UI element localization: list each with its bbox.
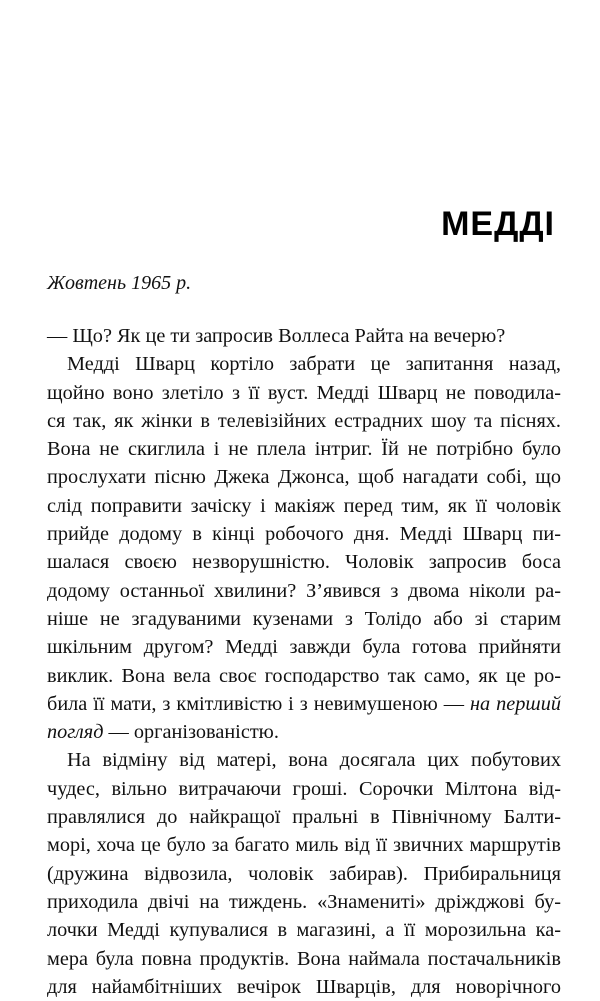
text-line-mixed: [47, 718, 561, 746]
text-line: щойно воно злетіло з її вуст. Медді Шварц не поводила-: [47, 381, 561, 404]
text-line: мера була повна продуктів. Вона наймала постачальників: [47, 947, 561, 970]
body-text: [47, 322, 561, 1001]
text-line: чудес, вільно витрачаючи гроші. Сорочки Мілтона від-: [47, 777, 561, 800]
text-line: лочки Медді купувалися в магазині, а її морозильна ка-: [47, 919, 561, 942]
text-line: додому останньої хвилини? З’явився з двома ніколи ра-: [47, 579, 561, 602]
text-line: для найамбітніших вечірок Шварців, для новорічного: [47, 975, 561, 998]
text-line: приходила двічі на тиждень. «Знамениті» дріжджові бу-: [47, 890, 561, 913]
text-line: слід поправити зачіску і макіяж перед тим, як її чоловік: [47, 494, 561, 517]
text-line: ся так, як жінки в телевізійних естрадних шоу та піснях.: [47, 409, 561, 432]
chapter-title: МЕДДІ: [441, 205, 555, 243]
text-line: ніше не згадуваними кузенами з Толідо або зі старим: [47, 607, 561, 630]
text-run: — організованістю.: [108, 721, 279, 744]
italic-text-run: погляд: [47, 721, 104, 744]
text-line: шалася своєю незворушністю. Чоловік запросив боса: [47, 551, 561, 574]
text-line: На відміну від матері, вона досягала цих побутових: [67, 749, 561, 772]
text-line: Медді Шварц кортіло забрати це запитання назад,: [67, 353, 561, 376]
chapter-dateline: Жовтень 1965 р.: [47, 272, 192, 294]
text-run: била її мати, з кмітливістю і з невимушеною —: [47, 692, 464, 715]
text-line: прослухати пісню Джека Джонса, щоб нагадати собі, що: [47, 466, 561, 489]
text-line: виклик. Вона вела своє господарство так само, як це ро-: [47, 664, 561, 687]
italic-text-run: на перший: [469, 692, 561, 715]
text-line: морі, хоча це було за багато миль від її звичних маршрутів: [47, 834, 561, 857]
text-line: прийде додому в кінці робочого дня. Медді Шварц пи-: [47, 523, 561, 546]
text-line: — Що? Як це ти запросив Воллеса Райта на вечерю?: [47, 325, 506, 347]
text-line: Вона не скиглила і не плела інтриг. Їй не потрібно було: [47, 438, 561, 461]
text-line-mixed: [47, 690, 561, 718]
text-line: шкільним другом? Медді завжди була готова прийняти: [47, 636, 561, 659]
text-line: (дружина відвозила, чоловік забирав). Прибиральниця: [47, 862, 561, 885]
text-line: правлялися до найкращої пральні в Північному Балти-: [47, 806, 561, 829]
